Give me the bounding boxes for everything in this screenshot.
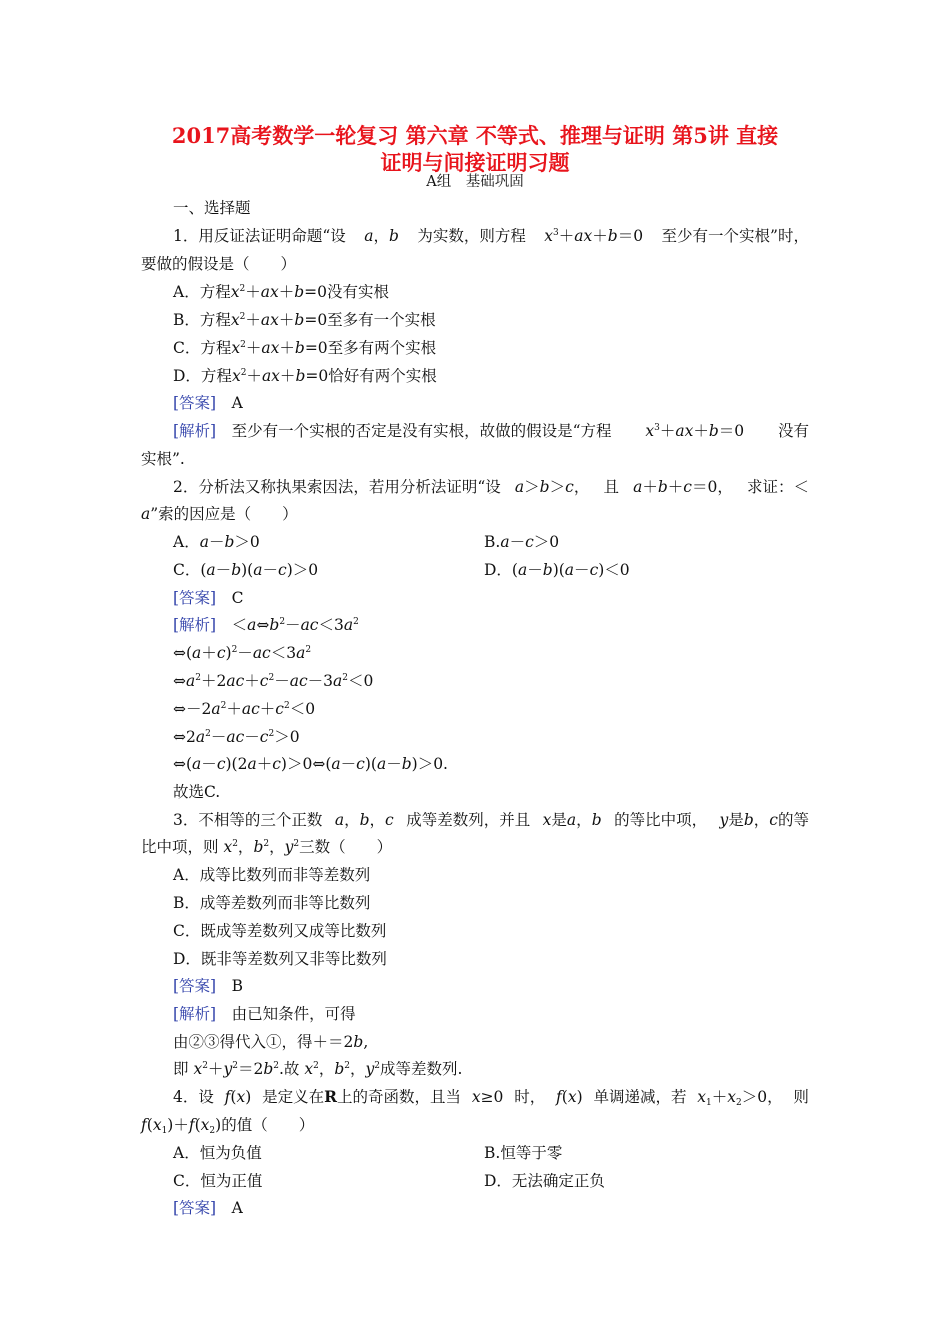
q1-stem-line2: 要做的假设是（ ） bbox=[141, 255, 297, 273]
q3-option-b: B．成等差数列而非等比数列 bbox=[173, 894, 371, 912]
q3-analysis: [解析] 由已知条件，可得 bbox=[173, 1005, 356, 1023]
q4-stem-line2: $f(x_1)+f(x_2)$的值（ ） bbox=[141, 1116, 315, 1136]
q1-analysis-line2: 实根”. bbox=[141, 450, 185, 468]
q3-analysis-step2: 即 $x^2+y^2=2b^2$.故 $x^2$，$b^2$，$y^2$成等差数列. bbox=[173, 1060, 463, 1078]
q2-analysis-step3: $\Leftrightarrow a^2+2ac+c^2-ac-3a^2<0$ bbox=[173, 672, 374, 690]
q2-option-d: D．(a－b)(a－c)＜0 bbox=[484, 561, 630, 579]
group-heading: A组 基础巩固 bbox=[426, 174, 524, 190]
section-heading: 一、选择题 bbox=[173, 199, 251, 217]
q2-option-c: C．(a－b)(a－c)＞0 bbox=[173, 561, 319, 579]
q2-analysis-step5: $\Leftrightarrow 2a^2-ac-c^2>0$ bbox=[173, 728, 300, 746]
q1-option-d: D．方程$x^2+ax+b=0$恰好有两个实根 bbox=[173, 367, 437, 385]
q1-option-c: C．方程$x^2+ax+b=0$至多有两个实根 bbox=[173, 339, 437, 357]
q3-option-a: A．成等比数列而非等差数列 bbox=[173, 866, 371, 884]
q2-option-b: B.a－c＞0 bbox=[484, 533, 560, 551]
q2-analysis-step2: $\Leftrightarrow(a+c)^2-ac<3a^2$ bbox=[173, 644, 312, 662]
q4-option-a: A．恒为负值 bbox=[173, 1144, 262, 1162]
q2-analysis-step6: ⇔(a－c)(2a＋c)＞0⇔(a－c)(a－b)＞0. bbox=[173, 755, 448, 773]
q3-answer: [答案] B bbox=[173, 977, 244, 995]
q2-conclusion: 故选C. bbox=[173, 783, 221, 801]
q1-answer: [答案] A bbox=[173, 394, 243, 412]
doc-title-line2: 证明与间接证明习题 bbox=[380, 150, 570, 175]
q1-option-a: A．方程$x^2+ax+b=0$没有实根 bbox=[173, 283, 389, 301]
q3-stem-line2: 比中项，则 $x^2$，$b^2$，$y^2$三数（ ） bbox=[141, 838, 393, 856]
q1-stem-line1: 1．用反证法证明命题“设 a，b 为实数，则方程 $x^3+ax+b=0$ 至少有一个实根”时， bbox=[173, 227, 809, 245]
q1-option-b: B．方程$x^2+ax+b=0$至多有一个实根 bbox=[173, 311, 436, 329]
q3-analysis-step1: 由②③得代入①，得＋＝2b, bbox=[173, 1033, 369, 1051]
q2-option-a: A．a－b＞0 bbox=[173, 533, 260, 551]
q4-option-c: C．恒为正值 bbox=[173, 1172, 263, 1190]
q4-answer: [答案] A bbox=[173, 1199, 243, 1217]
q1-analysis-line1: [解析] 至少有一个实根的否定是没有实根，故做的假设是“方程 $x^3+ax+b=0$ 没有 bbox=[173, 422, 809, 440]
q3-stem-line1: 3．不相等的三个正数 a，b，c 成等差数列，并且 x是a，b 的等比中项， y是b，c的等 bbox=[173, 811, 809, 829]
q2-analysis-step4: $\Leftrightarrow-2a^2+ac+c^2<0$ bbox=[173, 700, 316, 718]
q2-stem-line2: a”索的因应是（ ） bbox=[141, 505, 298, 523]
q2-analysis-step1: [解析] $<a\Leftrightarrow b^2-ac<3a^2$ bbox=[173, 616, 359, 634]
q4-option-d: D．无法确定正负 bbox=[484, 1172, 605, 1190]
q4-option-b: B.恒等于零 bbox=[484, 1144, 563, 1162]
q3-option-d: D．既非等差数列又非等比数列 bbox=[173, 950, 387, 968]
doc-title-line1: 2017高考数学一轮复习 第六章 不等式、推理与证明 第5讲 直接 bbox=[171, 123, 779, 148]
q2-answer: [答案] C bbox=[173, 589, 244, 607]
q3-option-c: C．既成等差数列又成等比数列 bbox=[173, 922, 387, 940]
q2-stem-line1: 2．分析法又称执果索因法，若用分析法证明“设 a＞b＞c， 且 a＋b＋c＝0， 求证：＜ bbox=[173, 478, 809, 496]
q4-stem-line1: 4．设 f(x) 是定义在R上的奇函数，且当 x≥0 时， f(x) 单调递减，若 $x_1+x_2>0$， 则 bbox=[173, 1087, 809, 1108]
